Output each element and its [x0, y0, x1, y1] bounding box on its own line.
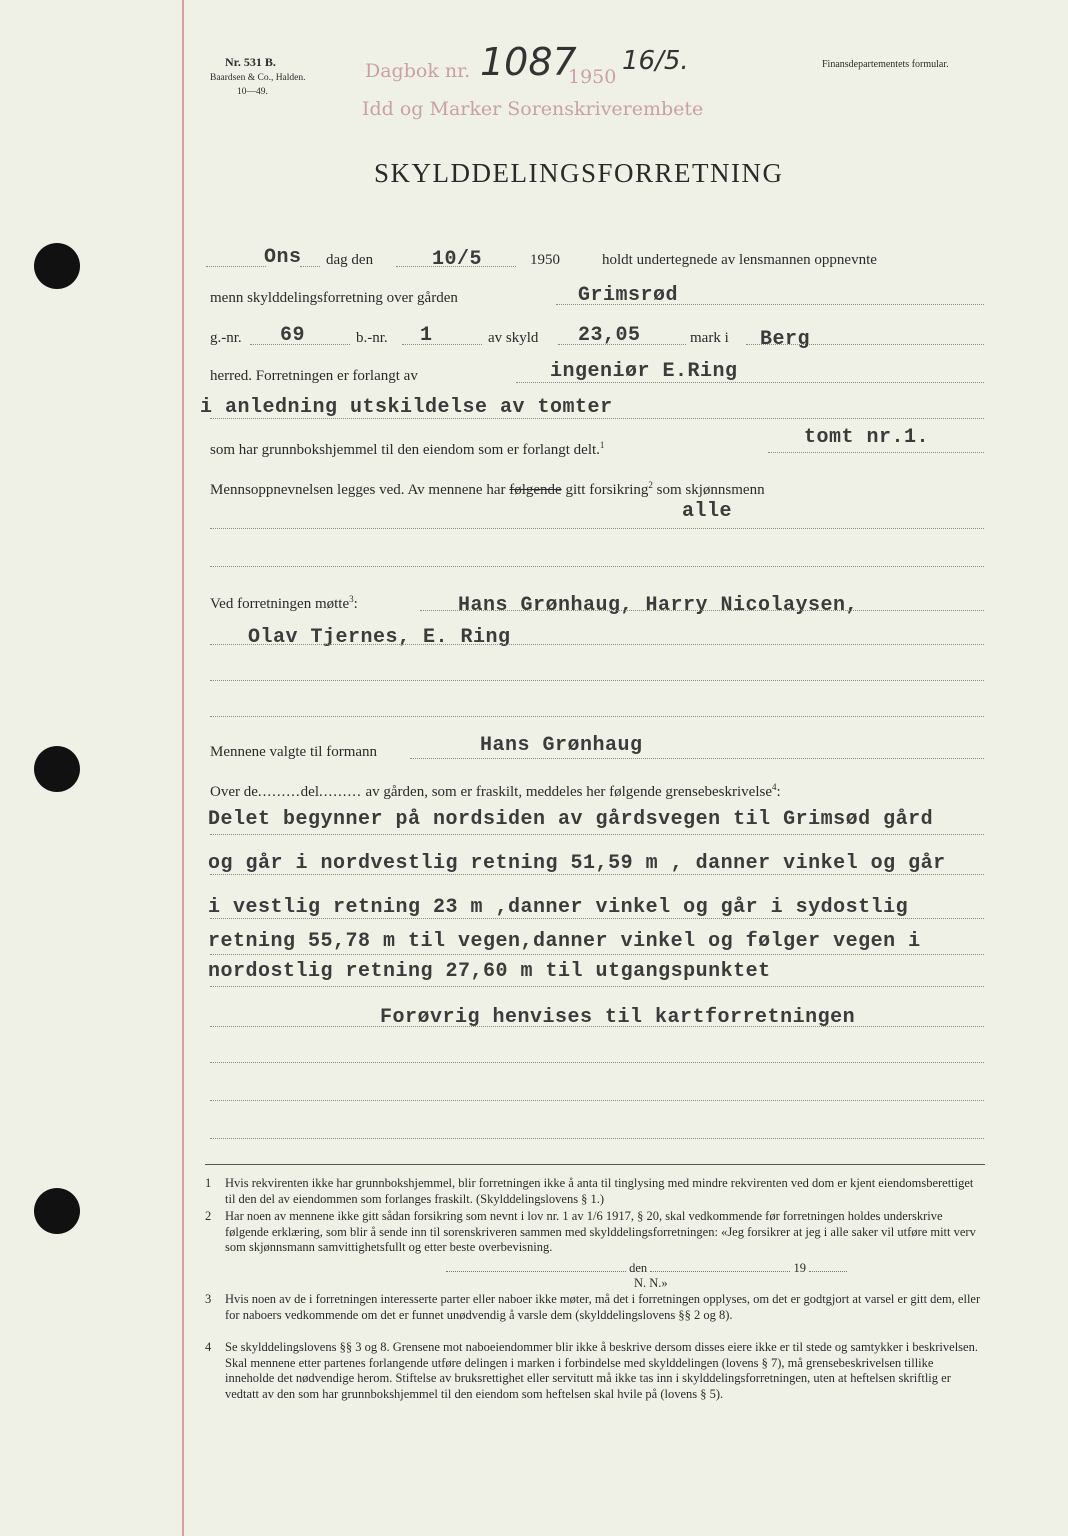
punch-hole-icon — [34, 746, 80, 792]
description-line: Forøvrig henvises til kartforretningen — [380, 1006, 856, 1029]
journal-date: 16/5. — [622, 46, 689, 76]
date-field: 10/5 — [432, 248, 483, 271]
attendees-line1: Hans Grønhaug, Harry Nicolaysen, — [458, 594, 859, 617]
punch-hole-icon — [34, 1188, 80, 1234]
footnote-1: 1 Hvis rekvirenten ikke har grunnbokshjemmel, blir forretningen ikke å anta til tinglysing med mindre rekvirenten ved dom er kjent eiendomsberettiget til den del av eiendommen som forlanges fraskilt. (Skylddelingslovens § 1.) — [205, 1176, 974, 1206]
description-line: og går i nordvestlig retning 51,59 m , danner vinkel og går — [208, 852, 946, 875]
description-line: Delet begynner på nordsiden av gårdsvegen til Grimsød gård — [208, 808, 934, 831]
description-line: i vestlig retning 23 m ,danner vinkel og går i sydostlig — [208, 896, 909, 919]
stamp-office: Idd og Marker Sorenskriverembete — [362, 98, 704, 120]
printer: Baardsen & Co., Halden. — [210, 73, 306, 83]
journal-number: 1087 — [480, 40, 577, 84]
weekday: Ons — [264, 246, 302, 269]
gnr-field: 69 — [280, 324, 306, 347]
margin-line — [182, 0, 184, 1536]
bnr-field: 1 — [420, 324, 433, 347]
tomt-field: tomt nr.1. — [804, 426, 930, 449]
footnote-rule — [205, 1164, 985, 1165]
footnote-3: 3 Hvis noen av de i forretningen interesserte parter eller naboer ikke møter, må det i forretningen opplyses, om det er godtgjort at varsel er gitt dem, eller for naboers vedkommende om det er funnet unødvendig å varsle dem (skylddelingslovens §§ 2 og 8). — [205, 1292, 981, 1322]
requester-field: ingeniør E.Ring — [550, 360, 738, 383]
description-line: retning 55,78 m til vegen,danner vinkel og følger vegen i — [208, 930, 921, 953]
reason-field: i anledning utskildelse av tomter — [200, 396, 613, 419]
document-page: Nr. 531 B. Baardsen & Co., Halden. 10—49. Finansdepartementets formular. Dagbok nr. 1087 1950 16/5. Idd og Marker Sorenskriverembete SKYLDDELINGSFORRETNING Ons dag den 10/5 1950 holdt undertegnede av lensmannen oppnevnte menn skylddelingsforretning over gården Grimsrød g.-nr. 69 b.-nr. 1 av skyld 23,05 mark i Berg herred. Forretningen er forlangt av ingeniør E.Ring i anledning utskildelse av tomter som har grunnbokshjemmel til den eiendom som er forlangt delt.$^1$ tomt nr.1. Mennsoppnevnelsen legges ved. Av mennene har følgende gitt forsikring$^2$ som skjønnsmenn alle Ved forretningen møtte$^3$: Hans Grønhaug, Harry Nicolaysen, Olav Tjernes, E. Ring Mennene valgte til formann Hans Grønhaug Over de.........del......... av gården, som er fraskilt, meddeles her følgende grensebeskrivelse$^4$: Delet begynner på nordsiden av gårdsvegen til Grimsød gård og går i nordvestlig retning 51,59 m , danner vinkel og går i vestlig retning 23 m ,danner vinkel og går i sydostlig retning 55,78 m til vegen,danner vinkel og følger vegen i nordostlig retning 27,60 m til utgangspunktet Forøvrig henvises til kartforretningen 1 Hvis rekvirenten ikke har grunnbokshjemmel, blir forretningen ikke å anta til tinglysing med mindre rekvirenten ved dom er kjent eiendomsberettiget til den del av eiendommen som forlanges fraskilt. (Skylddelingslovens § 1.) 2 Har noen av mennene ikke gitt sådan forsikring som nevnt i lov nr. 1 av 1/6 1917, § 20, skal vedkommende før forretningen holdes underskrive følgende erklæring, som blir å sende inn til sorenskriveren sammen med skylddelingsforretningen: «Jeg forsikrer at jeg i alle saker vil utføre mitt verv som skjønnsmann samvittighetsfullt og etter beste overbevisning. den 19 N. N.» 3 Hvis noen av de i forretningen interesserte parter eller naboer ikke møter, må det i forretningen opplyses, om det er godtgjort at varsel er gitt dem, eller for naboers vedkommende om det er funnet unødvendig å varsle dem (skylddelingslovens §§ 2 og 8). 4 Se skylddelingslovens §§ 3 og 8. Grensene mot naboeiendommer blir ikke å beskrive dersom disses eiere ikke er til stede og samtykker i beskrivelsen. Skal mennene etter partenes forlangende utføre delingen i marken i forbindelse med skylddelingen (lovens § 7), må grensebeskrivelsen tillike inneholde det nødvendige herom. Stiftelse av bruksrettighet eller servitutt må ikke tas inn i skylddelingsforretningen, uten at heftelsen skriftlig er vedtatt av den som har grunnbokshjemmel til den eiendom som heftelsen skal hvile på (lovens § 5). — [0, 0, 1068, 1536]
document-title: SKYLDDELINGSFORRETNING — [374, 158, 784, 188]
form-number: Nr. 531 B. — [225, 55, 276, 69]
signature-placeholder: N. N.» — [634, 1276, 668, 1290]
publisher: Finansdepartementets formular. — [822, 59, 949, 70]
alle-field: alle — [682, 500, 733, 523]
description-line: nordostlig retning 27,60 m til utgangspunktet — [208, 960, 771, 983]
stamp-year: 1950 — [568, 66, 617, 88]
chairman-field: Hans Grønhaug — [480, 734, 643, 757]
punch-hole-icon — [34, 243, 80, 289]
herred-field: Berg — [760, 328, 811, 351]
year-field: 1950 — [530, 252, 560, 268]
stamp-journal: Dagbok nr. — [365, 60, 471, 82]
farm-name: Grimsrød — [578, 284, 679, 307]
print-date: 10—49. — [237, 87, 268, 97]
footnote-2: 2 Har noen av mennene ikke gitt sådan forsikring som nevnt i lov nr. 1 av 1/6 1917, § 20, skal vedkommende før forretningen holdes underskrive følgende erklæring, som blir å sende inn til sorenskriveren sammen med skylddelingsforretningen: «Jeg forsikrer at jeg i alle saker vil utføre mitt verv som skjønnsmann samvittighetsfullt og etter beste overbevisning. — [205, 1209, 976, 1254]
skyld-field: 23,05 — [578, 324, 641, 347]
footnote-4: 4 Se skylddelingslovens §§ 3 og 8. Grensene mot naboeiendommer blir ikke å beskrive dersom disses eiere ikke er til stede og samtykker i beskrivelsen. Skal mennene etter partenes forlangende utføre delingen i marken i forbindelse med skylddelingen (lovens § 7), må grensebeskrivelsen tillike inneholde det nødvendige herom. Stiftelse av bruksrettighet eller servitutt må ikke tas inn i skylddelingsforretningen, uten at heftelsen skriftlig er vedtatt av den som har grunnbokshjemmel til den eiendom som heftelsen skal hvile på (lovens § 5). — [205, 1340, 978, 1401]
attendees-line2: Olav Tjernes, E. Ring — [248, 626, 511, 649]
